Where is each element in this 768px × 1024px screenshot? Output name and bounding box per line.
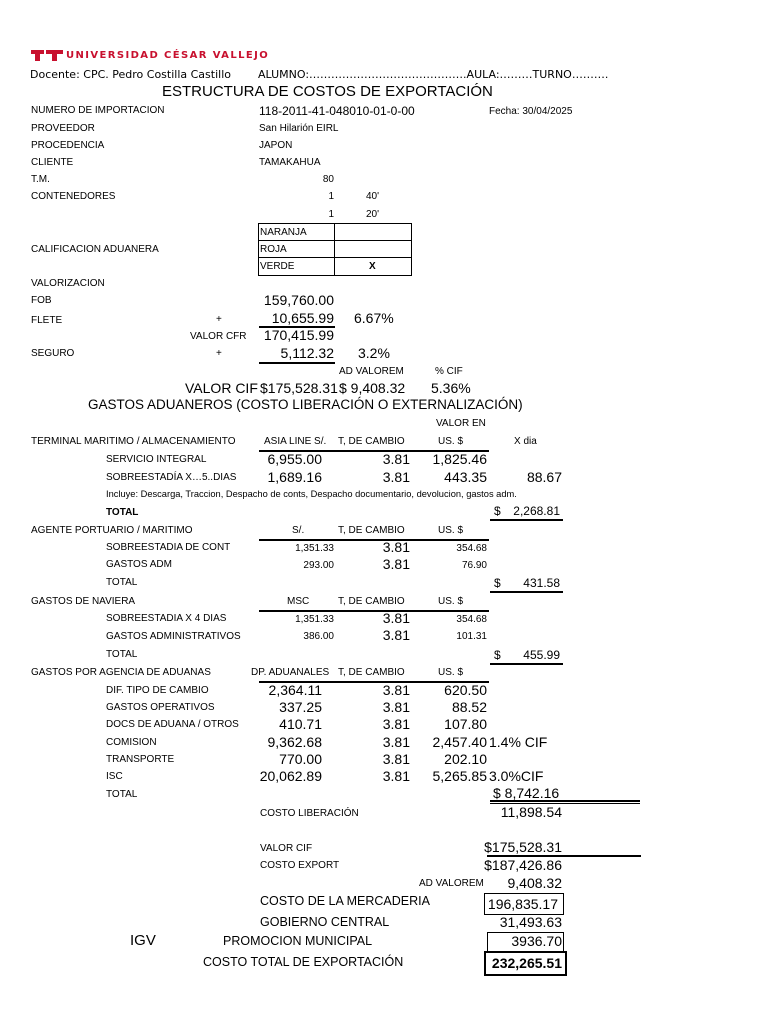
agencia-row-tc: 3.81	[382, 716, 410, 732]
calificacion-roja: ROJA	[260, 244, 287, 255]
agencia-col-tc: T, DE CAMBIO	[338, 667, 405, 678]
agente-r2-label: GASTOS ADM	[106, 559, 172, 570]
seguro-pct: 3.2%	[358, 345, 390, 361]
agencia-row-soles: 770.00	[279, 751, 322, 767]
agencia-row-tc: 3.81	[382, 734, 410, 750]
calificacion-naranja: NARANJA	[260, 227, 307, 238]
agencia-total-label: TOTAL	[106, 789, 138, 800]
agencia-row-label: COMISION	[106, 737, 157, 748]
valorizacion-label: VALORIZACION	[31, 278, 105, 289]
naviera-r2-label: GASTOS ADMINISTRATIVOS	[106, 631, 241, 642]
liberacion-label: COSTO LIBERACIÓN	[260, 808, 359, 819]
agencia-col-soles: DP. ADUANALES	[251, 667, 330, 678]
agente-r2-soles: 293.00	[303, 560, 334, 571]
contenedores-label: CONTENEDORES	[31, 191, 116, 202]
terminal-r2-dia: 88.67	[526, 469, 562, 485]
agencia-row-usd: 5,265.85	[432, 768, 487, 784]
flete-value: 10,655.99	[271, 310, 334, 326]
flete-pct: 6.67%	[354, 310, 394, 326]
university-emblem-icon	[30, 48, 64, 62]
agencia-row-label: TRANSPORTE	[106, 754, 175, 765]
seguro-value: 5,112.32	[280, 345, 334, 361]
agente-r1-label: SOBREESTADIA DE CONT	[106, 542, 231, 553]
procedencia-label: PROCEDENCIA	[31, 140, 105, 151]
terminal-r2-usd: 443.35	[444, 469, 487, 485]
municipal-label: PROMOCION MUNICIPAL	[223, 934, 373, 948]
cliente-value: TAMAKAHUA	[259, 157, 321, 168]
export-value: $187,426.86	[484, 857, 562, 873]
terminal-r1-soles: 6,955.00	[267, 451, 322, 467]
agencia-row-tc: 3.81	[382, 699, 410, 715]
flete-label: FLETE	[31, 315, 63, 326]
agencia-row-usd: 88.52	[451, 699, 487, 715]
ad-valorem-label: AD VALOREM	[339, 366, 404, 377]
agencia-row-label: ISC	[106, 771, 123, 782]
agencia-row-label: GASTOS OPERATIVOS	[106, 702, 215, 713]
docente-label: Docente: CPC. Pedro Costilla Castillo	[30, 68, 231, 81]
gobierno-label: GOBIERNO CENTRAL	[260, 915, 390, 929]
naviera-label: GASTOS DE NAVIERA	[31, 596, 136, 607]
cliente-label: CLIENTE	[31, 157, 74, 168]
agencia-row-label: DIF. TIPO DE CAMBIO	[106, 685, 209, 696]
agencia-row-usd: 202.10	[444, 751, 487, 767]
seguro-label: SEGURO	[31, 348, 75, 359]
agencia-row-soles: 9,362.68	[267, 734, 322, 750]
proveedor-value: San Hilarión EIRL	[259, 123, 339, 134]
naviera-r2-soles: 386.00	[303, 631, 334, 642]
total-exportacion-label: COSTO TOTAL DE EXPORTACIÓN	[203, 955, 404, 969]
naviera-col-soles: MSC	[287, 596, 310, 607]
agencia-row-soles: 337.25	[279, 699, 322, 715]
agencia-row-soles: 2,364.11	[268, 682, 322, 698]
agencia-label: GASTOS POR AGENCIA DE ADUANAS	[31, 667, 211, 678]
terminal-r1-tc: 3.81	[382, 451, 410, 467]
gobierno-value: 31,493.63	[499, 914, 562, 930]
agente-total-currency: $	[494, 576, 501, 590]
terminal-note: Incluye: Descarga, Traccion, Despacho de conts, Despacho documentario, devolucion, gastos adm.	[106, 489, 517, 499]
calificacion-verde: VERDE	[260, 261, 295, 272]
university-logo	[30, 48, 269, 62]
naviera-r1-tc: 3.81	[382, 610, 410, 626]
terminal-col-soles: ASIA LINE S/.	[264, 436, 327, 447]
flete-plus: +	[216, 314, 222, 325]
tm-label: T.M.	[31, 174, 50, 185]
cif-pct: 5.36%	[431, 380, 471, 396]
naviera-r1-label: SOBREESTADIA X 4 DIAS	[106, 613, 227, 624]
naviera-r2-usd: 101.31	[456, 631, 487, 642]
resumen-cif-value: $175,528.31	[484, 839, 562, 855]
university-name: UNIVERSIDAD CÉSAR VALLEJO	[66, 49, 270, 61]
terminal-total-currency: $	[494, 504, 501, 518]
mercaderia-label: COSTO DE LA MERCADERIA	[260, 894, 430, 908]
agencia-row-label: DOCS DE ADUANA / OTROS	[106, 719, 239, 730]
cif-label: VALOR CIF	[185, 380, 258, 396]
agencia-row-extra: 1.4% CIF	[489, 734, 548, 750]
cif-value: $175,528.31	[260, 380, 338, 396]
cont2-size: 20'	[366, 209, 380, 220]
agencia-row-tc: 3.81	[382, 751, 410, 767]
terminal-r1-label: SERVICIO INTEGRAL	[106, 454, 207, 465]
importacion-value: 118-2011-41-048010-01-0-00	[259, 104, 415, 118]
naviera-r1-usd: 354.68	[456, 614, 487, 625]
cont2-qty: 1	[328, 209, 334, 220]
agencia-total-value: $ 8,742.16	[493, 785, 560, 801]
agente-r1-usd: 354.68	[456, 543, 487, 554]
terminal-col-usd: US. $	[438, 436, 464, 447]
naviera-total-currency: $	[494, 648, 501, 662]
cont1-size: 40'	[366, 191, 380, 202]
importacion-label: NUMERO DE IMPORTACION	[31, 105, 165, 116]
page-title: ESTRUCTURA DE COSTOS DE EXPORTACIÓN	[162, 83, 493, 100]
resumen-ad-valorem-value: 9,408.32	[507, 875, 562, 891]
agente-label: AGENTE PORTUARIO / MARITIMO	[31, 525, 193, 536]
terminal-r2-soles: 1,689.16	[267, 469, 322, 485]
pct-cif-label: % CIF	[435, 366, 463, 377]
liberacion-value: 11,898.54	[500, 804, 562, 820]
fecha: Fecha: 30/04/2025	[489, 106, 573, 117]
agente-r1-tc: 3.81	[382, 539, 410, 555]
seguro-plus: +	[216, 348, 222, 359]
naviera-col-usd: US. $	[438, 596, 464, 607]
procedencia-value: JAPON	[259, 140, 293, 151]
cfr-label: VALOR CFR	[190, 331, 247, 342]
igv-label: IGV	[130, 932, 156, 949]
terminal-r2-label: SOBREESTADÍA X…5..DIAS	[106, 472, 237, 483]
agencia-row-usd: 2,457.40	[432, 734, 487, 750]
agente-col-usd: US. $	[438, 525, 464, 536]
terminal-label: TERMINAL MARITIMO / ALMACENAMIENTO	[31, 436, 236, 447]
terminal-total-label: TOTAL	[106, 507, 139, 518]
agencia-row-usd: 620.50	[444, 682, 487, 698]
ad-valorem-value: $ 9,408.32	[339, 380, 406, 396]
fob-value: 159,760.00	[263, 292, 334, 308]
agencia-row-usd: 107.80	[444, 716, 487, 732]
agente-total-value: 431.58	[523, 576, 560, 590]
alumno-line: ALUMNO:…………………………………….AULA:………TURNO……….	[258, 68, 609, 81]
agente-col-soles: S/.	[292, 525, 305, 536]
calificacion-mark: X	[369, 261, 376, 272]
agente-r1-soles: 1,351.33	[295, 543, 334, 554]
tm-value: 80	[322, 174, 334, 185]
cont1-qty: 1	[328, 191, 334, 202]
valor-en-label: VALOR EN	[436, 418, 486, 429]
terminal-r1-usd: 1,825.46	[432, 451, 487, 467]
agencia-col-usd: US. $	[438, 667, 464, 678]
agencia-row-soles: 410.71	[279, 716, 322, 732]
terminal-total-value: 2,268.81	[513, 504, 560, 518]
naviera-col-tc: T, DE CAMBIO	[338, 596, 405, 607]
cfr-value: 170,415.99	[263, 327, 334, 343]
gastos-title: GASTOS ADUANEROS (COSTO LIBERACIÓN O EXTERNALIZACIÓN)	[88, 397, 523, 412]
naviera-r2-tc: 3.81	[382, 627, 410, 643]
agente-col-tc: T, DE CAMBIO	[338, 525, 405, 536]
resumen-cif-label: VALOR CIF	[260, 843, 313, 854]
naviera-total-value: 455.99	[523, 648, 560, 662]
agencia-row-extra: 3.0%CIF	[489, 768, 544, 784]
proveedor-label: PROVEEDOR	[31, 123, 95, 134]
naviera-total-label: TOTAL	[106, 649, 138, 660]
naviera-r1-soles: 1,351.33	[295, 614, 334, 625]
resumen-ad-valorem-label: AD VALOREM	[419, 878, 484, 889]
agencia-row-tc: 3.81	[382, 768, 410, 784]
mercaderia-value: 196,835.17	[487, 896, 558, 912]
terminal-col-dia: X dia	[514, 436, 537, 447]
agencia-row-soles: 20,062.89	[259, 768, 322, 784]
agente-r2-tc: 3.81	[382, 556, 410, 572]
municipal-value: 3936.70	[511, 933, 562, 949]
export-label: COSTO EXPORT	[260, 860, 340, 871]
fob-label: FOB	[31, 295, 52, 306]
agencia-row-tc: 3.81	[382, 682, 410, 698]
terminal-r2-tc: 3.81	[382, 469, 410, 485]
agente-total-label: TOTAL	[106, 577, 138, 588]
terminal-col-tc: T, DE CAMBIO	[338, 436, 405, 447]
calificacion-label: CALIFICACION ADUANERA	[31, 244, 159, 255]
agente-r2-usd: 76.90	[461, 560, 487, 571]
total-exportacion-value: 232,265.51	[491, 955, 562, 971]
